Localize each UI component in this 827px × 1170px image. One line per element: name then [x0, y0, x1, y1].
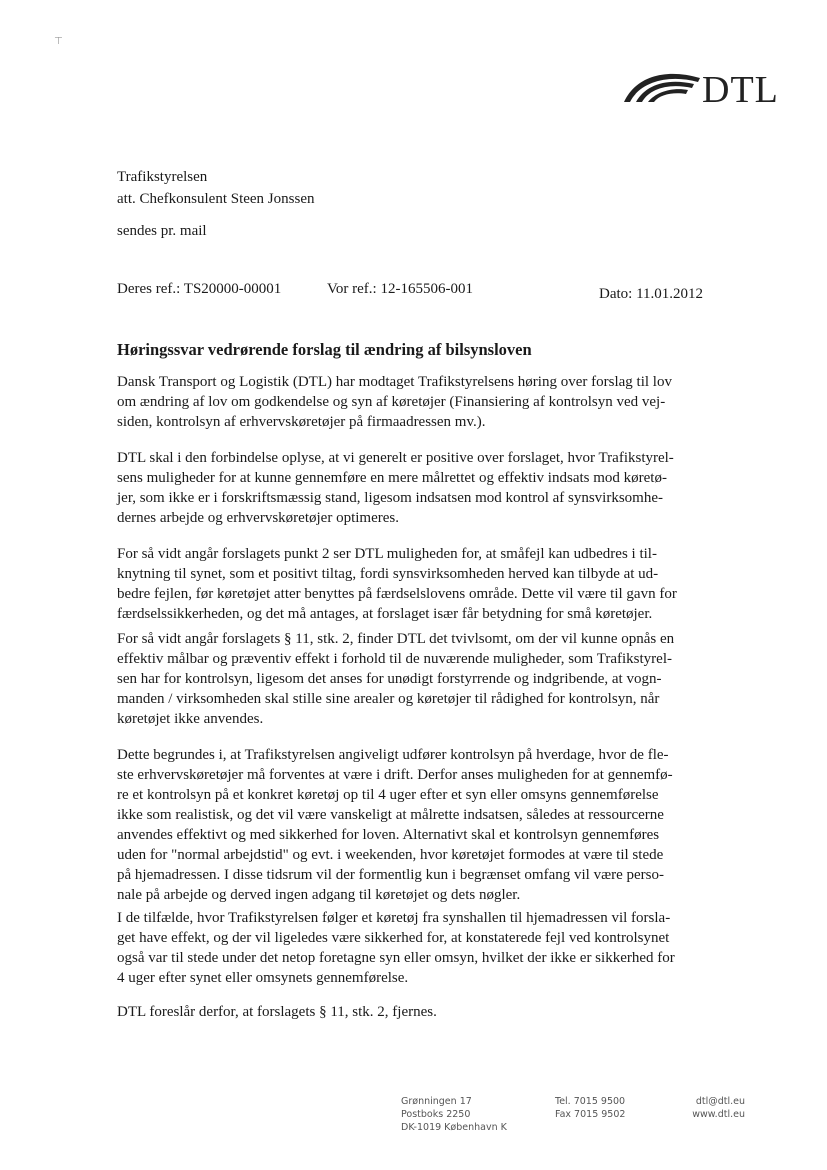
margin-mark: ⊤: [54, 36, 63, 47]
text-line: anvendes effektivt og med sikkerhed for loven. Alternativt skal et kontrolsyn gennemføres: [117, 827, 660, 843]
text-line: sen har for kontrolsyn, ligesom det anses for unødigt forstyrrende og indgribende, at vogn-: [117, 671, 662, 687]
text-line: ikke som realistisk, og det vil være vanskeligt at målrette indsatsen, således at ressourcerne: [117, 807, 664, 823]
letter-date: Dato: 11.01.2012: [599, 286, 704, 302]
paragraph-5: [117, 745, 712, 905]
paragraph-2: [117, 448, 712, 528]
text-line: 4 uger efter synet eller omsynets gennemførelse.: [117, 970, 409, 986]
footer-phone: [555, 1095, 625, 1121]
text-line: effektiv målbar og præventiv effekt i forhold til de nuværende muligheder, som Trafikstyrel-: [117, 651, 672, 667]
text-line: siden, kontrolsyn af erhvervskøretøjer på firmaadressen mv.).: [117, 414, 486, 430]
delivery-note: sendes pr. mail: [117, 223, 207, 239]
text-line: For så vidt angår forslagets punkt 2 ser DTL muligheden for, at småfejl kan udbedres i til-: [117, 546, 657, 562]
paragraph-7: [117, 1002, 712, 1022]
footer-address: [401, 1095, 507, 1134]
phone-number: Tel. 7015 9500: [555, 1096, 626, 1107]
text-line: jer, som ikke er i forskriftsmæssig stand, ligesom indsatsen mod kontrol af synsvirksomhe-: [117, 490, 664, 506]
text-line: færdselssikkerheden, og det må antages, at forslaget især får betydning for små køretøjer.: [117, 606, 653, 622]
text-line: ste erhvervskøretøjer må forventes at være i drift. Derfor anses muligheden for at gennemfø-: [117, 767, 673, 783]
text-line: get have effekt, og der vil ligeledes være sikkerhed for, at konstaterede fejl ved kontrolsynet: [117, 930, 670, 946]
address-postbox: Postboks 2250: [401, 1109, 471, 1120]
logo-text: DTL: [702, 69, 779, 111]
address-city: DK-1019 København K: [401, 1122, 507, 1133]
text-line: DTL skal i den forbindelse oplyse, at vi generelt er positive over forslaget, hvor Trafikstyrel-: [117, 450, 674, 466]
dtl-swoosh-icon: [622, 66, 704, 106]
recipient-attention: att. Chefkonsulent Steen Jonssen: [117, 191, 315, 207]
address-street: Grønningen 17: [401, 1096, 472, 1107]
text-line: Dette begrundes i, at Trafikstyrelsen angiveligt udfører kontrolsyn på hverdage, hvor de fle-: [117, 747, 669, 763]
email-link[interactable]: dtl@dtl.eu: [695, 1096, 745, 1107]
text-line: sens muligheder for at kunne gennemføre en mere målrettet og effektiv indsats mod køretø-: [117, 470, 667, 486]
text-line: nale på arbejde og derved ingen adgang til køretøjet og dets nøgler.: [117, 887, 521, 903]
their-reference: Deres ref.: TS20000-00001: [117, 281, 282, 297]
fax-number: Fax 7015 9502: [555, 1109, 626, 1120]
paragraph-6: [117, 908, 712, 988]
letter-heading: Høringssvar vedrørende forslag til ændring af bilsynsloven: [117, 340, 532, 359]
text-line: også var til stede under det netop foretagne syn eller omsyn, hvilket der ikke er sikkerhed for: [117, 950, 675, 966]
text-line: manden / virksomheden skal stille sine arealer og køretøjer til rådighed for kontrolsyn, når: [117, 691, 660, 707]
text-line: DTL foreslår derfor, at forslagets § 11, stk. 2, fjernes.: [117, 1004, 437, 1020]
our-reference: Vor ref.: 12-165506-001: [327, 281, 473, 297]
text-line: For så vidt angår forslagets § 11, stk. 2, finder DTL det tvivlsomt, om der vil kunne opnås en: [117, 631, 675, 647]
text-line: på hjemadressen. I disse tidsrum vil der formentlig kun i begrænset omfang vil være perso-: [117, 867, 664, 883]
paragraph-4: [117, 629, 712, 729]
text-line: I de tilfælde, hvor Trafikstyrelsen følger et køretøj fra synshallen til hjemadressen vil forsla-: [117, 910, 671, 926]
recipient-block: [117, 166, 314, 210]
website-link[interactable]: www.dtl.eu: [692, 1109, 745, 1120]
footer-web: [685, 1095, 745, 1121]
text-line: om ændring af lov om godkendelse og syn af køretøjer (Finansiering af kontrolsyn ved vej-: [117, 394, 666, 410]
text-line: køretøjet ikke anvendes.: [117, 711, 264, 727]
text-line: knytning til synet, som et positivt tiltag, fordi synsvirksomheden herved kan tilbyde at ud-: [117, 566, 659, 582]
paragraph-3: [117, 544, 712, 624]
text-line: uden for "normal arbejdstid" og evt. i weekenden, hvor køretøjet formodes at være til stede: [117, 847, 664, 863]
text-line: Dansk Transport og Logistik (DTL) har modtaget Trafikstyrelsens høring over forslag til lov: [117, 374, 672, 390]
recipient-name: Trafikstyrelsen: [117, 169, 208, 185]
text-line: bedre fejlen, før køretøjet atter benyttes på færdselslovens område. Dette vil være til gavn for: [117, 586, 677, 602]
text-line: dernes arbejde og erhvervskøretøjer optimeres.: [117, 510, 399, 526]
paragraph-1: [117, 372, 712, 432]
dtl-logo: [622, 66, 782, 112]
text-line: re et kontrolsyn på et konkret køretøj op til 4 uger efter et syn eller omsyns gennemførelse: [117, 787, 659, 803]
